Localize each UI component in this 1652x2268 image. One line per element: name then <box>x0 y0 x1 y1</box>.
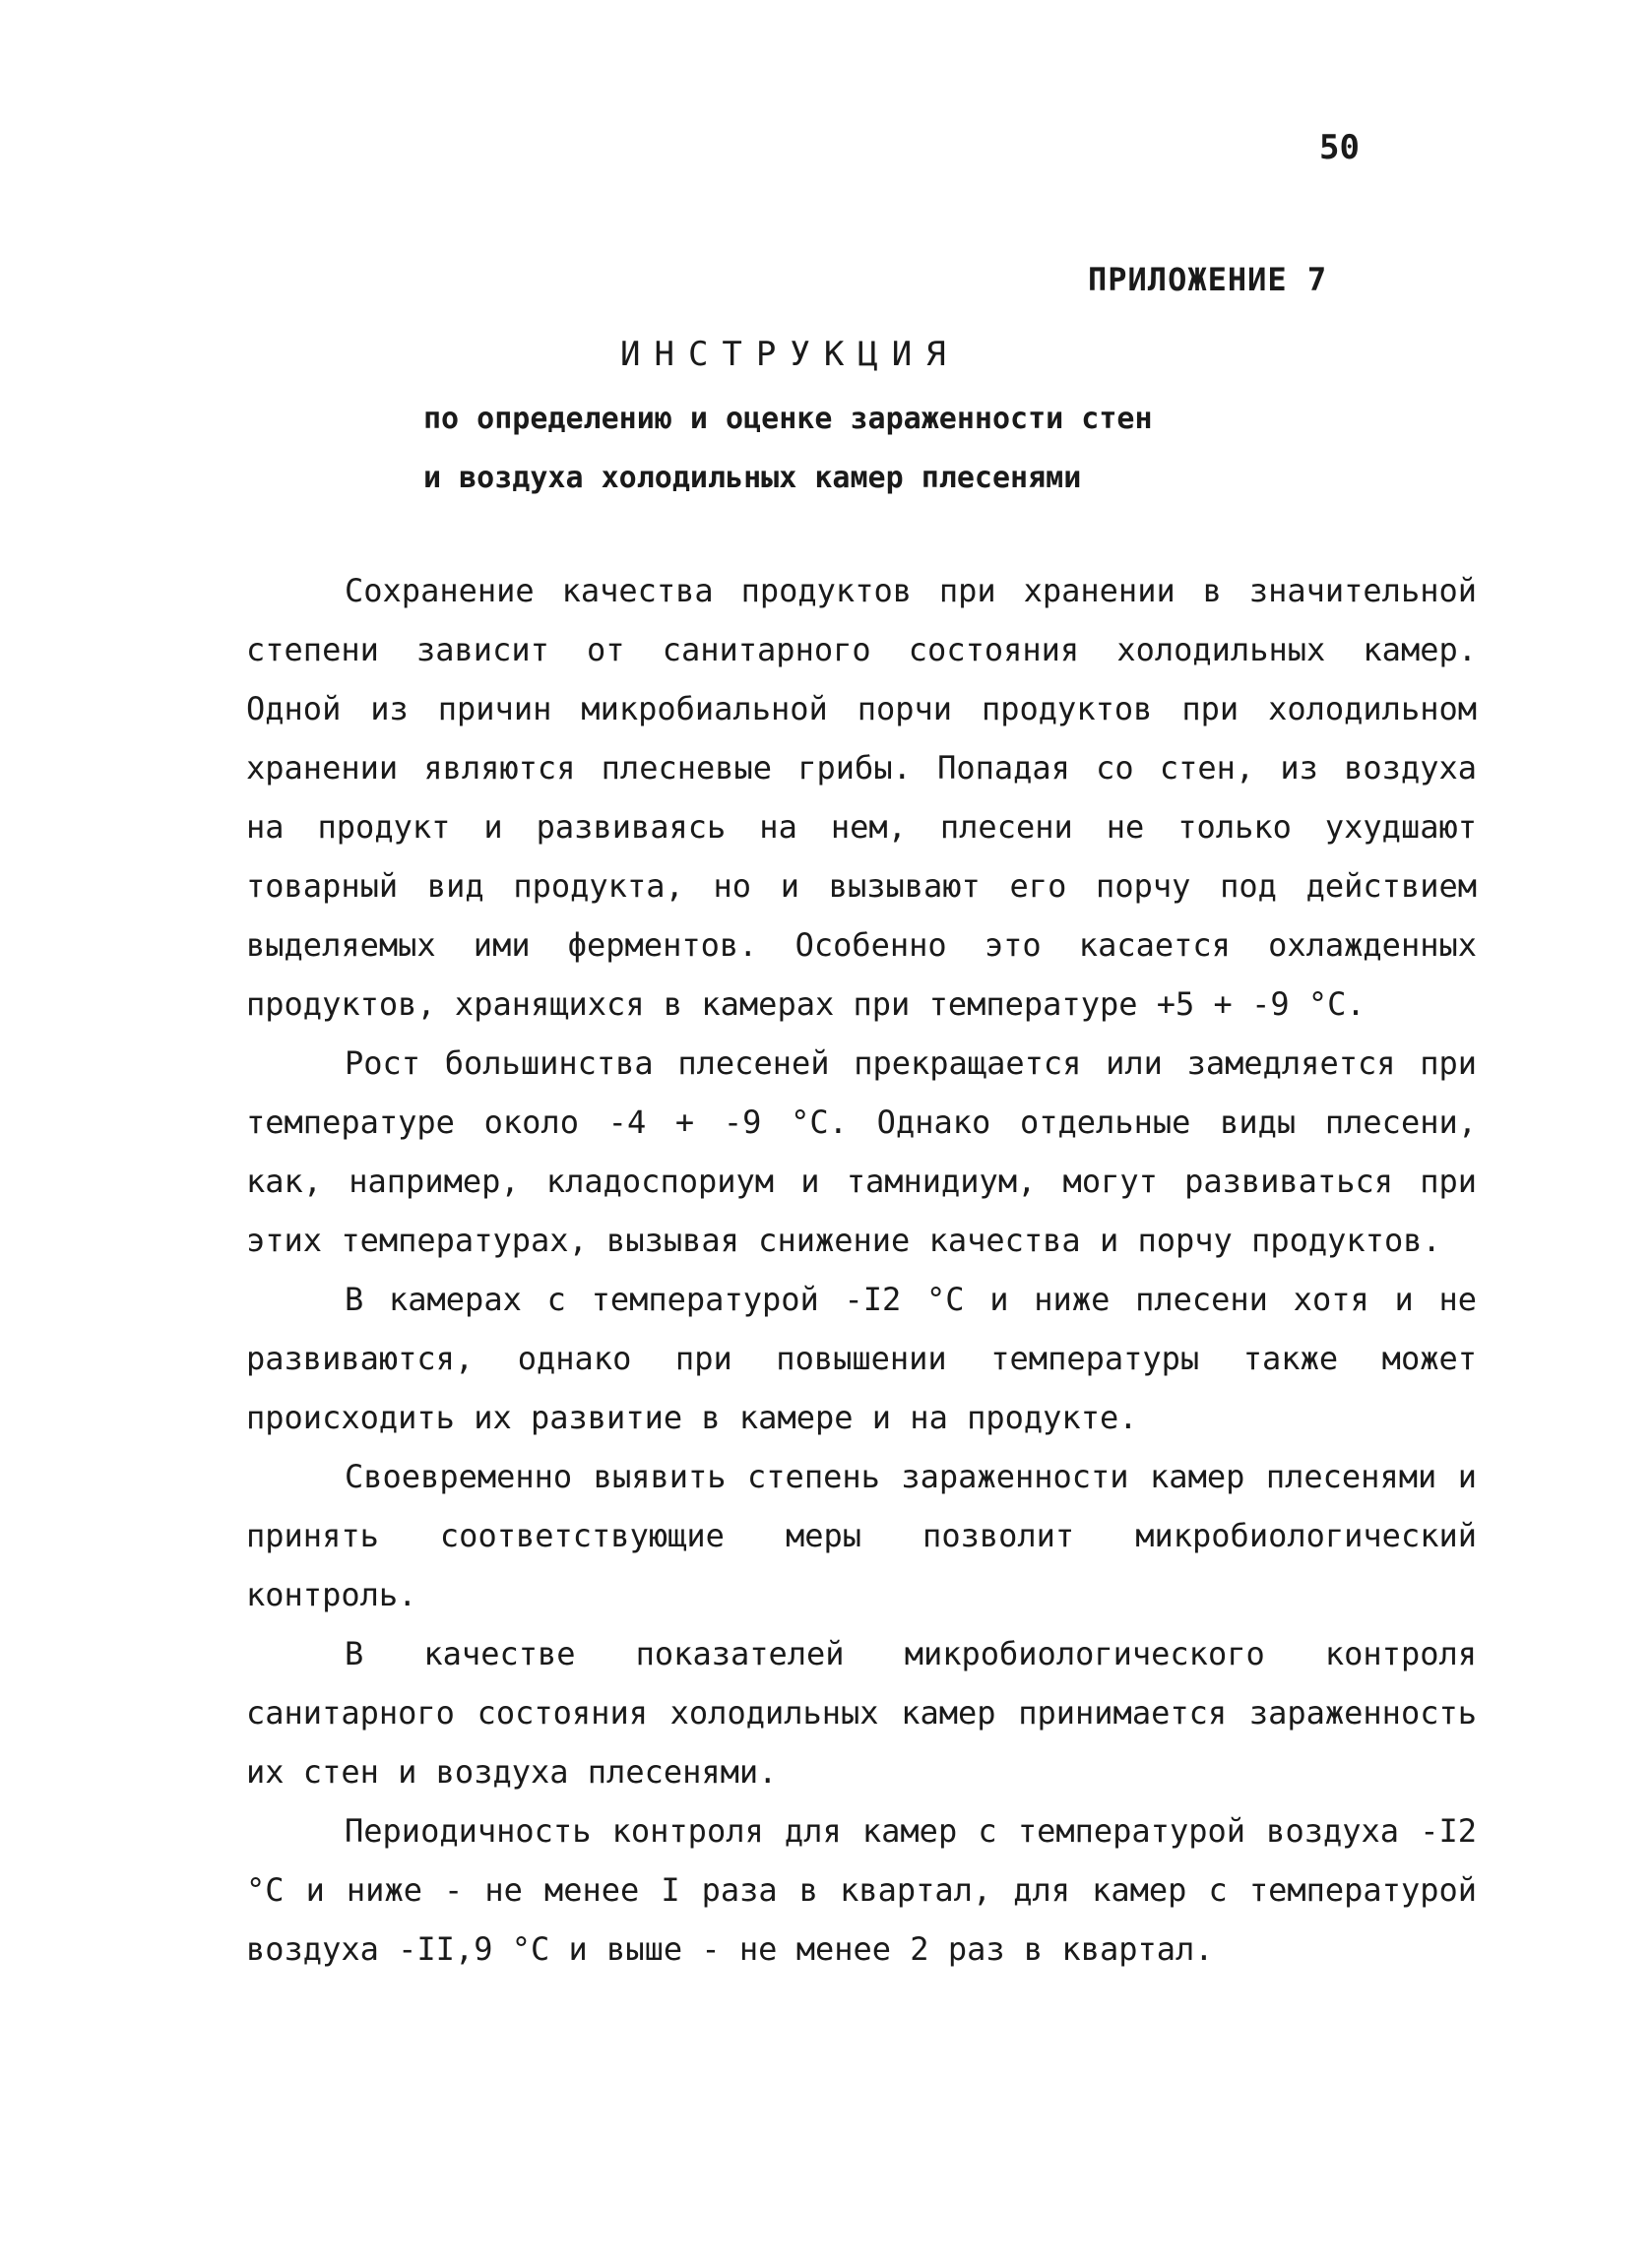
document-body <box>246 561 1477 1979</box>
page-number: 50 <box>1319 128 1360 167</box>
paragraph-3: В камерах с температурой -I2 °С и ниже плесени хотя и не развиваются, однако при повышении температуры также может происходить их развитие в камере и на продукте. <box>246 1281 1477 1436</box>
document-subtitle-line-1: по определению и оценке зараженности стен <box>423 402 1153 436</box>
paragraph-6: Периодичность контроля для камер с температурой воздуха -I2 °С и ниже - не менее I раза в квартал, для камер с температурой воздуха -II,9 °С и выше - не менее 2 раз в квартал. <box>246 1812 1477 1968</box>
document-title: ИНСТРУКЦИЯ <box>620 335 960 374</box>
document-subtitle-line-2: и воздуха холодильных камер плесенями <box>423 461 1082 495</box>
paragraph-1: Сохранение качества продуктов при хранении в значительной степени зависит от санитарного состояния холодильных камер. Одной из причин микробиальной порчи продуктов при холодильном хранении являются плесневые грибы. Попадая со стен, из воздуха на продукт и развиваясь на нем, плесени не только ухудшают товарный вид продукта, но и вызывают его порчу под действием выделяемых ими ферментов. Особенно это касается охлажденных продуктов, хранящихся в камерах при температуре +5 + -9 °С. <box>246 572 1477 1023</box>
appendix-label: ПРИЛОЖЕНИЕ 7 <box>1088 261 1328 298</box>
paragraph-2: Рост большинства плесеней прекращается или замедляется при температуре около -4 + -9 °С. Однако отдельные виды плесени, как, например, кладоспориум и тамнидиум, могут развиваться при этих температурах, вызывая снижение качества и порчу продуктов. <box>246 1044 1477 1259</box>
paragraph-4: Своевременно выявить степень зараженности камер плесенями и принять соответствующие меры позволит микробиологический контроль. <box>246 1458 1477 1613</box>
paragraph-5: В качестве показателей микробиологического контроля санитарного состояния холодильных камер принимается зараженность их стен и воздуха плесенями. <box>246 1635 1477 1791</box>
